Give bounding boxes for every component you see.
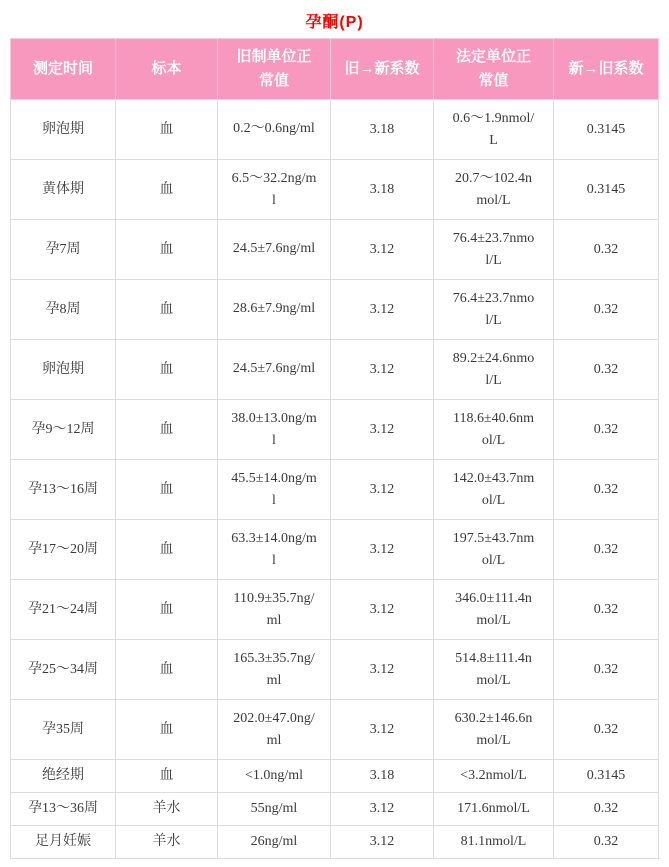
- cell-measure-time: [11, 520, 116, 580]
- old-to-new-factor-value: 3.12: [369, 801, 395, 816]
- legal-unit-normal-value: 630.2±146.6nmol/L: [454, 710, 533, 748]
- cell-old-to-new-factor: [331, 160, 434, 220]
- cell-specimen: [116, 100, 218, 160]
- new-to-old-factor-value: 0.3145: [586, 768, 626, 783]
- cell-old-to-new-factor: [331, 460, 434, 520]
- new-to-old-factor-value: 0.3145: [586, 181, 626, 197]
- cell-old-to-new-factor: [331, 640, 434, 700]
- col-header-new-to-old-factor: [554, 39, 659, 100]
- cell-legal-unit-normal: [434, 640, 554, 700]
- cell-old-unit-normal: [218, 580, 331, 640]
- measure-time-value: 绝经期: [42, 768, 84, 783]
- cell-measure-time: [11, 580, 116, 640]
- table-body: [11, 100, 659, 859]
- legal-unit-normal-value: 346.0±111.4nmol/L: [455, 590, 532, 628]
- specimen-value: 血: [159, 361, 174, 377]
- cell-measure-time: [11, 640, 116, 700]
- cell-legal-unit-normal: [434, 100, 554, 160]
- cell-old-to-new-factor: [331, 340, 434, 400]
- cell-new-to-old-factor: [554, 793, 659, 826]
- new-to-old-factor-value: 0.32: [593, 301, 619, 317]
- old-to-new-factor-value: 3.12: [369, 721, 395, 737]
- cell-old-to-new-factor: [331, 400, 434, 460]
- cell-old-unit-normal: [218, 700, 331, 760]
- old-to-new-factor-value: 3.12: [369, 361, 395, 377]
- table-row: [11, 100, 659, 160]
- cell-old-unit-normal: [218, 220, 331, 280]
- cell-measure-time: [11, 460, 116, 520]
- old-unit-normal-value: 165.3±35.7ng/ml: [233, 650, 315, 688]
- cell-measure-time: [11, 826, 116, 859]
- legal-unit-normal-value: 171.6nmol/L: [457, 800, 530, 816]
- table-row: [11, 760, 659, 793]
- cell-specimen: [116, 700, 218, 760]
- table-row: [11, 700, 659, 760]
- cell-new-to-old-factor: [554, 160, 659, 220]
- cell-old-unit-normal: [218, 340, 331, 400]
- old-to-new-factor-value: 3.12: [369, 834, 395, 849]
- cell-legal-unit-normal: [434, 700, 554, 760]
- cell-specimen: [116, 826, 218, 859]
- table-row: [11, 280, 659, 340]
- table-row: [11, 520, 659, 580]
- measure-time-value: 足月妊娠: [35, 834, 91, 849]
- new-to-old-factor-value: 0.32: [593, 801, 619, 816]
- cell-legal-unit-normal: [434, 340, 554, 400]
- col-header-measure-time: [11, 39, 116, 100]
- new-to-old-factor-value: 0.32: [593, 361, 619, 377]
- measure-time-value: 黄体期: [42, 181, 84, 197]
- legal-unit-normal-value: <3.2nmol/L: [460, 767, 527, 783]
- cell-new-to-old-factor: [554, 580, 659, 640]
- specimen-value: 血: [159, 481, 174, 497]
- old-unit-normal-value: 6.5～32.2ng/ml: [231, 170, 317, 208]
- specimen-value: 血: [159, 661, 174, 677]
- cell-old-unit-normal: [218, 826, 331, 859]
- legal-unit-normal-value: 76.4±23.7nmol/L: [452, 290, 535, 328]
- old-unit-normal-value: 24.5±7.6ng/ml: [232, 361, 316, 377]
- cell-old-unit-normal: [218, 760, 331, 793]
- legal-unit-normal-value: 0.6～1.9nmol/L: [452, 110, 535, 148]
- cell-specimen: [116, 460, 218, 520]
- old-unit-normal-value: 38.0±13.0ng/ml: [231, 410, 317, 448]
- new-to-old-factor-value: 0.32: [593, 721, 619, 737]
- cell-legal-unit-normal: [434, 460, 554, 520]
- old-to-new-factor-value: 3.12: [369, 421, 395, 437]
- cell-specimen: [116, 160, 218, 220]
- cell-legal-unit-normal: [434, 826, 554, 859]
- col-header-label: 测定时间: [32, 60, 93, 77]
- cell-specimen: [116, 793, 218, 826]
- specimen-value: 血: [159, 121, 174, 137]
- old-unit-normal-value: 45.5±14.0ng/ml: [231, 470, 317, 508]
- cell-new-to-old-factor: [554, 340, 659, 400]
- cell-legal-unit-normal: [434, 760, 554, 793]
- legal-unit-normal-value: 142.0±43.7nmol/L: [452, 470, 535, 508]
- legal-unit-normal-value: 76.4±23.7nmol/L: [452, 230, 535, 268]
- cell-old-to-new-factor: [331, 100, 434, 160]
- col-header-legal-unit-normal: [434, 39, 554, 100]
- measure-time-value: 孕8周: [45, 301, 81, 317]
- table-row: [11, 340, 659, 400]
- legal-unit-normal-value: 118.6±40.6nmol/L: [452, 410, 535, 448]
- old-unit-normal-value: 55ng/ml: [250, 800, 298, 816]
- cell-measure-time: [11, 340, 116, 400]
- cell-measure-time: [11, 100, 116, 160]
- col-header-label: 旧→新系数: [344, 60, 420, 77]
- cell-new-to-old-factor: [554, 280, 659, 340]
- cell-measure-time: [11, 220, 116, 280]
- col-header-label: 标本: [151, 60, 182, 77]
- table-row: [11, 460, 659, 520]
- progesterone-reference-table: [10, 38, 659, 859]
- measure-time-value: 孕7周: [45, 241, 81, 257]
- table-row: [11, 400, 659, 460]
- cell-old-unit-normal: [218, 793, 331, 826]
- measure-time-value: 孕9～12周: [31, 421, 95, 437]
- new-to-old-factor-value: 0.3145: [586, 121, 626, 137]
- table-row: [11, 160, 659, 220]
- cell-legal-unit-normal: [434, 520, 554, 580]
- old-to-new-factor-value: 3.12: [369, 481, 395, 497]
- header-row: [11, 39, 659, 100]
- old-to-new-factor-value: 3.12: [369, 601, 395, 617]
- specimen-value: 血: [159, 768, 174, 783]
- cell-new-to-old-factor: [554, 460, 659, 520]
- page-title: 孕酮(P): [305, 14, 364, 31]
- cell-new-to-old-factor: [554, 220, 659, 280]
- specimen-value: 羊水: [152, 801, 181, 816]
- col-header-specimen: [116, 39, 218, 100]
- old-unit-normal-value: 26ng/ml: [250, 833, 298, 849]
- cell-old-to-new-factor: [331, 826, 434, 859]
- col-header-label: 法定单位正常值: [455, 48, 531, 89]
- specimen-value: 血: [159, 721, 174, 737]
- cell-measure-time: [11, 793, 116, 826]
- new-to-old-factor-value: 0.32: [593, 481, 619, 497]
- cell-old-to-new-factor: [331, 580, 434, 640]
- measure-time-value: 孕35周: [42, 721, 84, 737]
- cell-specimen: [116, 520, 218, 580]
- legal-unit-normal-value: 197.5±43.7nmol/L: [452, 530, 535, 568]
- specimen-value: 血: [159, 541, 174, 557]
- cell-specimen: [116, 280, 218, 340]
- cell-specimen: [116, 340, 218, 400]
- old-to-new-factor-value: 3.18: [369, 121, 395, 137]
- legal-unit-normal-value: 20.7～102.4nmol/L: [455, 170, 532, 208]
- legal-unit-normal-value: 81.1nmol/L: [460, 833, 527, 849]
- cell-old-unit-normal: [218, 520, 331, 580]
- new-to-old-factor-value: 0.32: [593, 661, 619, 677]
- cell-old-to-new-factor: [331, 760, 434, 793]
- new-to-old-factor-value: 0.32: [593, 241, 619, 257]
- cell-legal-unit-normal: [434, 280, 554, 340]
- cell-new-to-old-factor: [554, 760, 659, 793]
- new-to-old-factor-value: 0.32: [593, 601, 619, 617]
- new-to-old-factor-value: 0.32: [593, 834, 619, 849]
- old-unit-normal-value: 202.0±47.0ng/ml: [233, 710, 315, 748]
- measure-time-value: 卵泡期: [42, 361, 84, 377]
- old-unit-normal-value: 110.9±35.7ng/ml: [233, 590, 315, 628]
- col-header-label: 新→旧系数: [568, 60, 644, 77]
- new-to-old-factor-value: 0.32: [593, 541, 619, 557]
- cell-legal-unit-normal: [434, 160, 554, 220]
- cell-measure-time: [11, 700, 116, 760]
- col-header-label: 旧制单位正常值: [236, 48, 312, 89]
- old-to-new-factor-value: 3.18: [369, 181, 395, 197]
- measure-time-value: 孕21～24周: [28, 601, 98, 617]
- col-header-old-unit-normal: [218, 39, 331, 100]
- cell-new-to-old-factor: [554, 520, 659, 580]
- legal-unit-normal-value: 89.2±24.6nmol/L: [452, 350, 535, 388]
- specimen-value: 血: [159, 421, 174, 437]
- cell-legal-unit-normal: [434, 400, 554, 460]
- cell-old-unit-normal: [218, 640, 331, 700]
- cell-specimen: [116, 580, 218, 640]
- measure-time-value: 孕25～34周: [28, 661, 98, 677]
- cell-legal-unit-normal: [434, 580, 554, 640]
- specimen-value: 羊水: [152, 834, 181, 849]
- old-to-new-factor-value: 3.18: [369, 768, 395, 783]
- cell-new-to-old-factor: [554, 826, 659, 859]
- cell-old-to-new-factor: [331, 700, 434, 760]
- cell-old-to-new-factor: [331, 793, 434, 826]
- cell-legal-unit-normal: [434, 793, 554, 826]
- cell-specimen: [116, 760, 218, 793]
- old-unit-normal-value: 28.6±7.9ng/ml: [232, 301, 316, 317]
- cell-new-to-old-factor: [554, 640, 659, 700]
- old-unit-normal-value: <1.0ng/ml: [244, 767, 304, 783]
- table-header: [11, 39, 659, 100]
- old-unit-normal-value: 24.5±7.6ng/ml: [232, 241, 316, 257]
- cell-measure-time: [11, 400, 116, 460]
- cell-old-unit-normal: [218, 460, 331, 520]
- measure-time-value: 卵泡期: [42, 121, 84, 137]
- cell-old-unit-normal: [218, 280, 331, 340]
- table-row: [11, 580, 659, 640]
- cell-specimen: [116, 400, 218, 460]
- cell-old-unit-normal: [218, 100, 331, 160]
- old-to-new-factor-value: 3.12: [369, 541, 395, 557]
- specimen-value: 血: [159, 301, 174, 317]
- specimen-value: 血: [159, 181, 174, 197]
- old-to-new-factor-value: 3.12: [369, 301, 395, 317]
- col-header-old-to-new-factor: [331, 39, 434, 100]
- measure-time-value: 孕17～20周: [28, 541, 98, 557]
- table-row: [11, 826, 659, 859]
- measure-time-value: 孕13～16周: [28, 481, 98, 497]
- specimen-value: 血: [159, 601, 174, 617]
- cell-measure-time: [11, 280, 116, 340]
- cell-old-to-new-factor: [331, 280, 434, 340]
- measure-time-value: 孕13～36周: [28, 801, 98, 816]
- cell-specimen: [116, 640, 218, 700]
- old-unit-normal-value: 63.3±14.0ng/ml: [231, 530, 317, 568]
- cell-measure-time: [11, 760, 116, 793]
- old-to-new-factor-value: 3.12: [369, 661, 395, 677]
- legal-unit-normal-value: 514.8±111.4nmol/L: [455, 650, 532, 688]
- table-row: [11, 640, 659, 700]
- cell-new-to-old-factor: [554, 700, 659, 760]
- cell-measure-time: [11, 160, 116, 220]
- cell-specimen: [116, 220, 218, 280]
- cell-old-to-new-factor: [331, 520, 434, 580]
- cell-old-unit-normal: [218, 400, 331, 460]
- table-row: [11, 793, 659, 826]
- table-row: [11, 220, 659, 280]
- new-to-old-factor-value: 0.32: [593, 421, 619, 437]
- old-unit-normal-value: 0.2～0.6ng/ml: [233, 121, 315, 137]
- cell-legal-unit-normal: [434, 220, 554, 280]
- cell-old-to-new-factor: [331, 220, 434, 280]
- cell-new-to-old-factor: [554, 100, 659, 160]
- cell-new-to-old-factor: [554, 400, 659, 460]
- cell-old-unit-normal: [218, 160, 331, 220]
- specimen-value: 血: [159, 241, 174, 257]
- old-to-new-factor-value: 3.12: [369, 241, 395, 257]
